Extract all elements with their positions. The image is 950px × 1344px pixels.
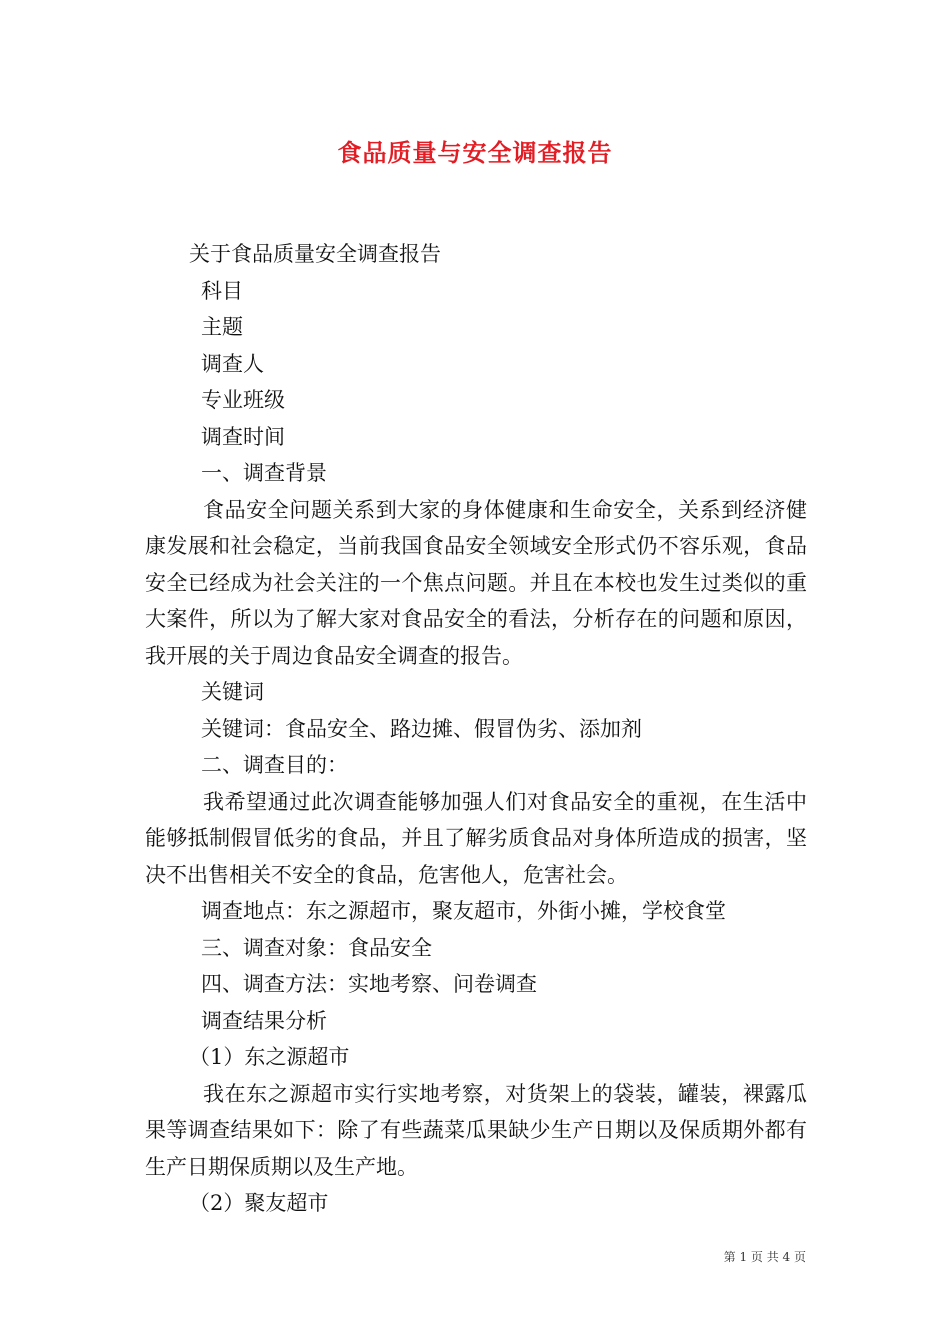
purpose-paragraph: 我希望通过此次调查能够加强人们对食品安全的重视，在生活中能够抵制假冒低劣的食品，并且了解劣质食品对身体所造成的损害，坚决不出售相关不安全的食品，危害他人，危害社会。	[145, 789, 807, 887]
field-investigator: 调查人	[201, 351, 264, 376]
keywords-line: 关键词：食品安全、路边摊、假冒伪劣、添加剂	[201, 716, 642, 741]
section-object-line: 三、调查对象：食品安全	[201, 935, 432, 960]
background-paragraph: 食品安全问题关系到大家的身体健康和生命安全，关系到经济健康发展和社会稳定，当前我国食品安全领域安全形式仍不容乐观，食品安全已经成为社会关注的一个焦点问题。并且在本校也发生过类似的重大案件，所以为了解大家对食品安全的看法，分析存在的问题和原因，我开展的关于周边食品安全调查的报告。	[145, 497, 807, 668]
document-body	[145, 236, 807, 1222]
result1-heading: （1）东之源超市	[189, 1045, 350, 1069]
result2-heading: （2）聚友超市	[189, 1191, 329, 1215]
section-purpose-heading: 二、调查目的：	[201, 753, 348, 777]
page-footer: 第 1 页 共 4 页	[723, 1250, 806, 1264]
field-time: 调查时间	[201, 424, 285, 449]
document-title: 食品质量与安全调查报告	[337, 138, 613, 167]
field-subject: 科目	[201, 278, 243, 303]
report-subtitle: 关于食品质量安全调查报告	[189, 242, 441, 266]
location-line: 调查地点：东之源超市，聚友超市，外街小摊，学校食堂	[201, 899, 726, 923]
field-class: 专业班级	[201, 388, 285, 412]
keywords-heading: 关键词	[201, 680, 264, 704]
result1-paragraph: 我在东之源超市实行实地考察，对货架上的袋装，罐装，裸露瓜果等调查结果如下：除了有些蔬菜瓜果缺少生产日期以及保质期外都有生产日期保质期以及生产地。	[145, 1081, 807, 1179]
section-method-line: 四、调查方法：实地考察、问卷调查	[201, 972, 537, 996]
field-topic: 主题	[201, 315, 243, 339]
results-heading: 调查结果分析	[201, 1008, 327, 1033]
section-background-heading: 一、调查背景	[201, 461, 327, 485]
